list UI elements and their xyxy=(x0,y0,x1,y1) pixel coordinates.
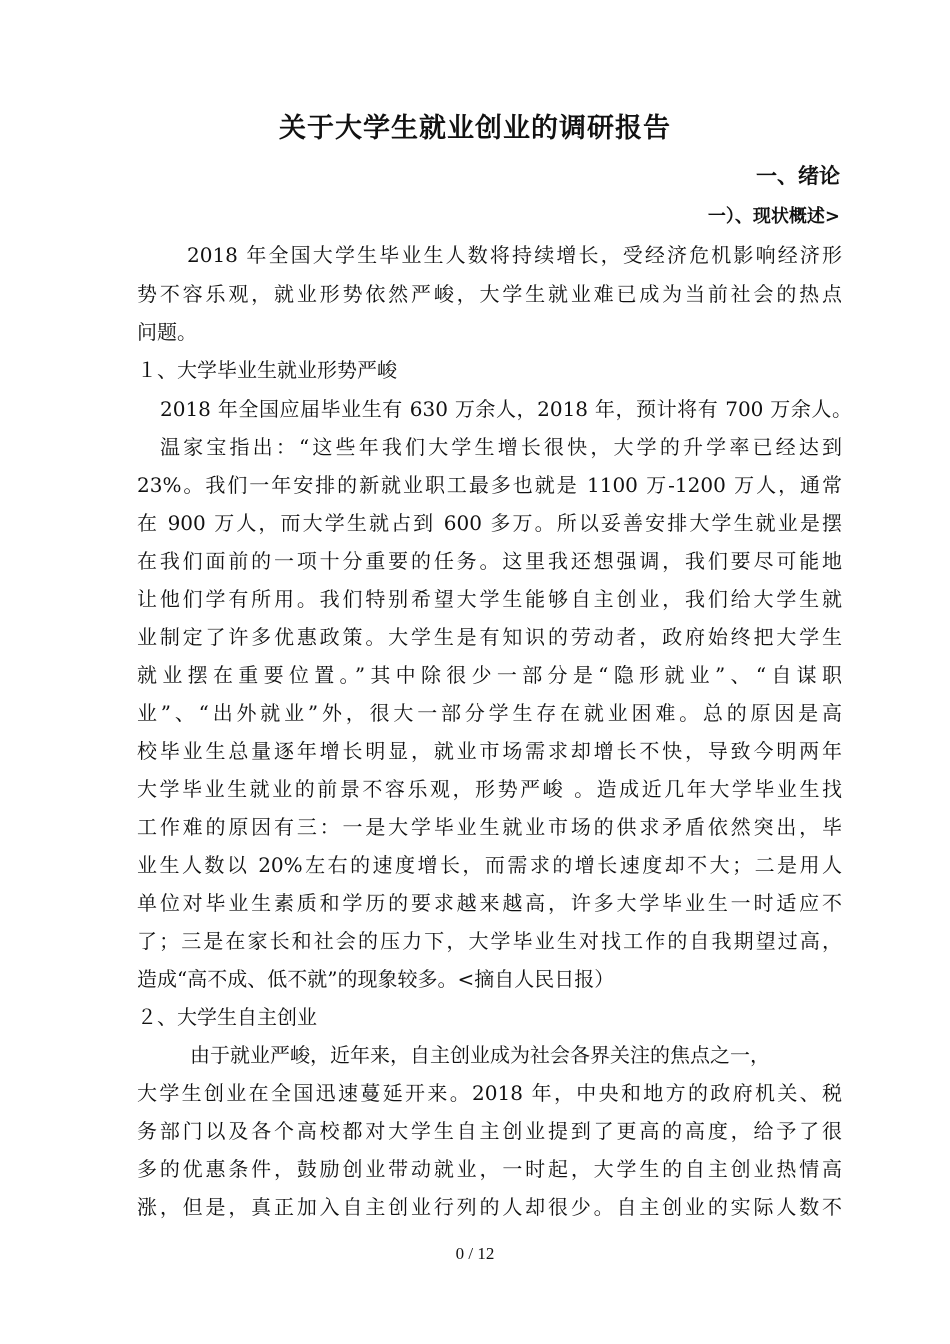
paragraph-line: 务部门以及各个高校都对大学生自主创业提到了更高的高度，给予了很 xyxy=(137,1119,842,1143)
paragraph-line: 多的优惠条件，鼓励创业带动就业，一时起，大学生的自主创业热情高 xyxy=(137,1157,842,1181)
paragraph-line: 单位对毕业生素质和学历的要求越来越高，许多大学毕业生一时适应不 xyxy=(137,891,842,915)
paragraph-line: 势不容乐观，就业形势依然严峻，大学生就业难已成为当前社会的热点 xyxy=(137,282,842,306)
paragraph-line: 23%。我们一年安排的新就业职工最多也就是 1100 万-1200 万人，通常 xyxy=(137,473,842,497)
paragraph-line: 就业摆在重要位置。”其中除很少一部分是“隐形就业”、“自谋职 xyxy=(137,663,842,687)
list-heading: ２、大学生自主创业 xyxy=(137,1005,317,1029)
section-heading: 一、绪论 xyxy=(756,164,840,188)
page-number: 0 / 12 xyxy=(455,1244,495,1263)
paragraph-line: 业生人数以 20%左右的速度增长，而需求的增长速度却不大；二是用人 xyxy=(137,853,842,877)
list-heading: １、大学毕业生就业形势严峻 xyxy=(137,358,397,382)
paragraph-line: 在我们面前的一项十分重要的任务。这里我还想强调，我们要尽可能地 xyxy=(137,549,842,573)
paragraph-line: 2018 年全国应届毕业生有 630 万余人，2018 年，预计将有 700 万余人。 xyxy=(160,397,852,421)
paragraph-line: 2018 年全国大学生毕业生人数将持续增长，受经济危机影响经济形 xyxy=(187,243,842,267)
paragraph-line: 大学生创业在全国迅速蔓延开来。2018 年，中央和地方的政府机关、税 xyxy=(137,1081,842,1105)
paragraph-line: 让他们学有所用。我们特别希望大学生能够自主创业，我们给大学生就 xyxy=(137,587,842,611)
paragraph-line: 造成“高不成、低不就”的现象较多。<摘自人民日报） xyxy=(137,967,615,991)
paragraph-line: 业”、“出外就业”外，很大一部分学生存在就业困难。总的原因是高 xyxy=(137,701,842,725)
paragraph-line: 由于就业严峻，近年来，自主创业成为社会各界关注的焦点之一， xyxy=(190,1043,770,1067)
paragraph-line: 校毕业生总量逐年增长明显，就业市场需求却增长不快，导致今明两年 xyxy=(137,739,842,763)
paragraph-line: 问题。 xyxy=(137,320,197,344)
paragraph-line: 业制定了许多优惠政策。大学生是有知识的劳动者，政府始终把大学生 xyxy=(137,625,842,649)
paragraph-line: 涨，但是，真正加入自主创业行列的人却很少。自主创业的实际人数不 xyxy=(137,1195,842,1219)
paragraph-line: 大学毕业生就业的前景不容乐观，形势严峻 。造成近几年大学毕业生找 xyxy=(137,777,842,801)
paragraph-line: 了；三是在家长和社会的压力下，大学毕业生对找工作的自我期望过高， xyxy=(137,929,842,953)
paragraph-line: 工作难的原因有三：一是大学毕业生就业市场的供求矛盾依然突出，毕 xyxy=(137,815,842,839)
subsection-heading: 一）、现状概述> xyxy=(707,206,840,227)
paragraph-line: 在 900 万人，而大学生就占到 600 多万。所以妥善安排大学生就业是摆 xyxy=(137,511,842,535)
paragraph-line: 温家宝指出：“这些年我们大学生增长很快，大学的升学率已经达到 xyxy=(160,435,842,459)
page-title: 关于大学生就业创业的调研报告 xyxy=(279,113,671,144)
